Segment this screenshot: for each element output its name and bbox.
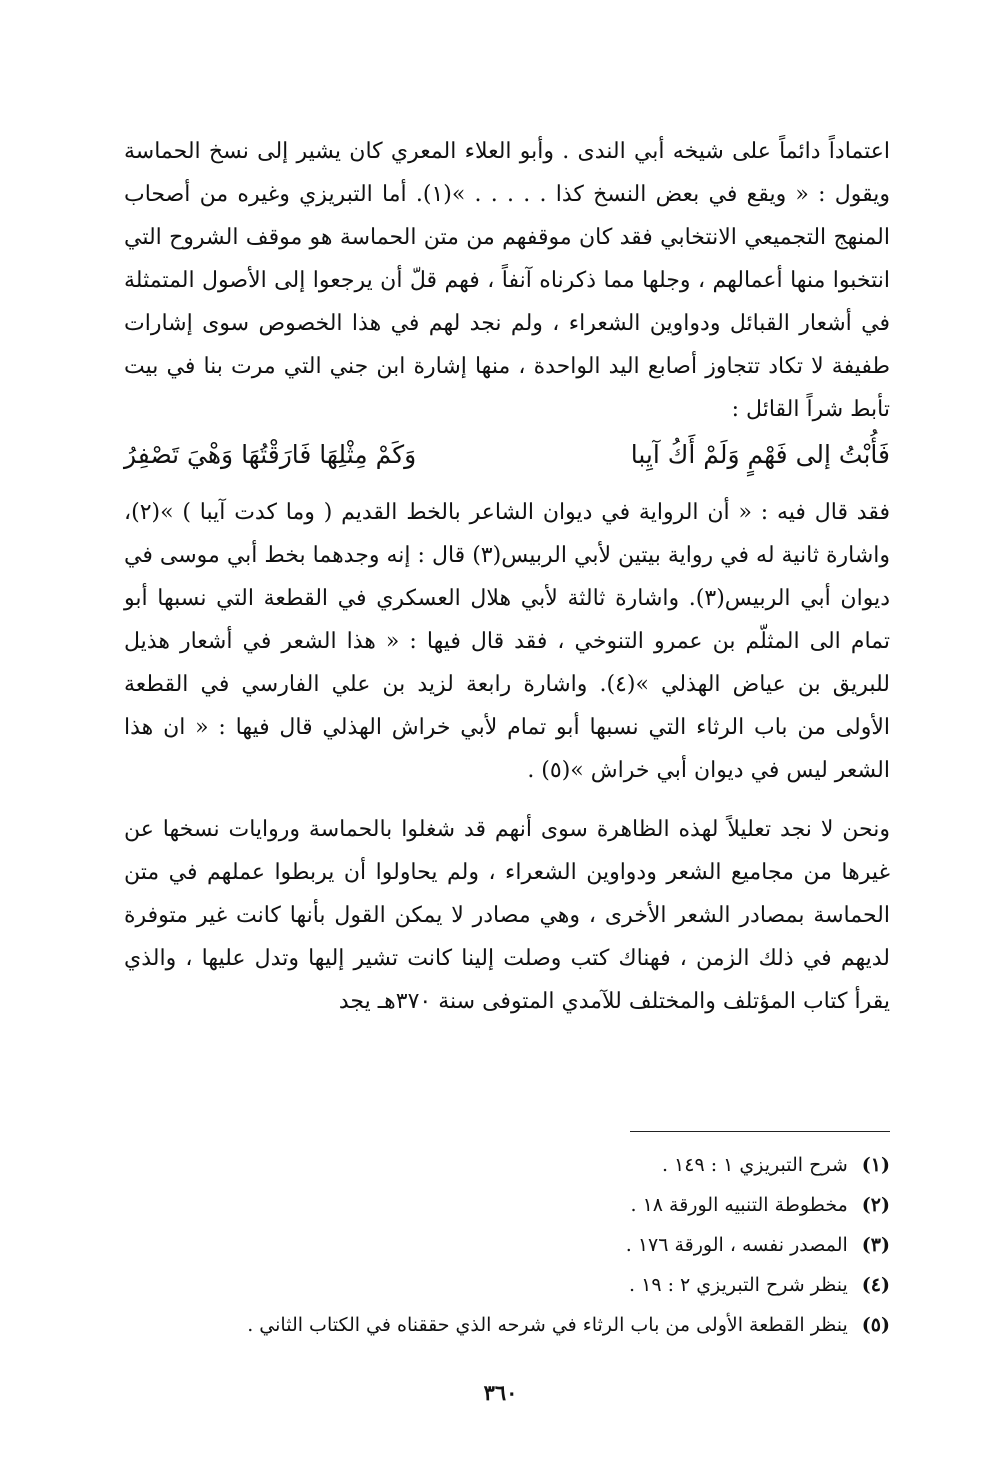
footnote: [124, 1265, 890, 1305]
paragraph-2: فقد قال فيه : « أن الرواية في ديوان الشاعر بالخط القديم ( وما كدت آيبا ) »(٢)، واشارة ثانية له في رواية بيتين لأبي الربيس(٣) قال : إنه وجدهما بخط أبي موسى في ديوان أبي الربيس(٣). واشارة ثالثة لأبي هلال العسكري في القطعة التي نسبها أبو تمام الى المثلّم بن عمرو التنوخي ، فقد قال فيها : « هذا الشعر في أشعار هذيل للبريق بن عياض الهذلي »(٤). واشارة رابعة لزيد بن علي الفارسي في القطعة الأولى من باب الرثاء التي نسبها أبو تمام لأبي خراش الهذلي قال فيها : « ان هذا الشعر ليس في ديوان أبي خراش »(٥) .: [124, 500, 890, 783]
poetry-verse: [124, 433, 890, 477]
footnote-number: (٤): [861, 1274, 890, 1296]
footnotes: [124, 1145, 890, 1345]
footnote: [124, 1305, 890, 1345]
footnote-number: (١): [861, 1154, 890, 1176]
footnote: [124, 1145, 890, 1185]
footnote-number: (٣): [861, 1234, 890, 1256]
footnote-text: ينظر شرح التبريزي ٢ : ١٩ .: [629, 1274, 848, 1296]
footnote-text: شرح التبريزي ١ : ١٤٩ .: [661, 1154, 848, 1176]
footnote-text: مخطوطة التنبيه الورقة ١٨ .: [630, 1194, 848, 1216]
footnote-text: المصدر نفسه ، الورقة ١٧٦ .: [625, 1234, 848, 1256]
verse-second-hemistich: وَكَمْ مِثْلِهَا فَارَقْتُهَا وَهْيَ تَصْفِرُ: [124, 440, 417, 469]
paragraph-3: ونحن لا نجد تعليلاً لهذه الظاهرة سوى أنهم قد شغلوا بالحماسة وروايات نسخها عن غيرها من مجاميع الشعر ودواوين الشعراء ، ولم يحاولوا أن يربطوا عملهم في متن الحماسة بمصادر الشعر الأخرى ، وهي مصادر لا يمكن القول بأنها كانت غير متوفرة لديهم في ذلك الزمن ، فهناك كتب وصلت إلينا كانت تشير إليها وتدل عليها ، والذي يقرأ كتاب المؤتلف والمختلف للآمدي المتوفى سنة ٣٧٠هـ يجد: [124, 817, 890, 1014]
footnote: [124, 1225, 890, 1265]
main-text: [124, 130, 890, 1023]
footnote: [124, 1185, 890, 1225]
paragraph-1: اعتماداً دائماً على شيخه أبي الندى . وأبو العلاء المعري كان يشير إلى نسخ الحماسة ويقول : « ويقع في بعض النسخ كذا . . . . . »(١). أما التبريزي وغيره من أصحاب المنهج التجميعي الانتخابي فقد كان موقفهم من متن الحماسة هو موقف الشروح التي انتخبوا منها أعمالهم ، وجلها مما ذكرناه آنفاً ، فهم قلّ أن يرجعوا إلى الأصول المتمثلة في أشعار القبائل ودواوين الشعراء ، ولم نجد لهم في هذا الخصوص سوى إشارات طفيفة لا تكاد تتجاوز أصابع اليد الواحدة ، منها إشارة ابن جني التي مرت بنا في بيت تأبط شراً القائل :: [124, 139, 891, 422]
footnote-separator: [630, 1131, 890, 1132]
footnote-number: (٥): [861, 1314, 890, 1336]
page-number: ٣٦٠: [483, 1380, 518, 1405]
footnote-number: (٢): [861, 1194, 890, 1216]
verse-first-hemistich: فَأُبْتُ إلى فَهْمٍ وَلَمْ أَكُ آيِبا: [630, 440, 890, 469]
footnote-text: ينظر القطعة الأولى من باب الرثاء في شرحه الذي حققناه في الكتاب الثاني .: [247, 1314, 848, 1336]
